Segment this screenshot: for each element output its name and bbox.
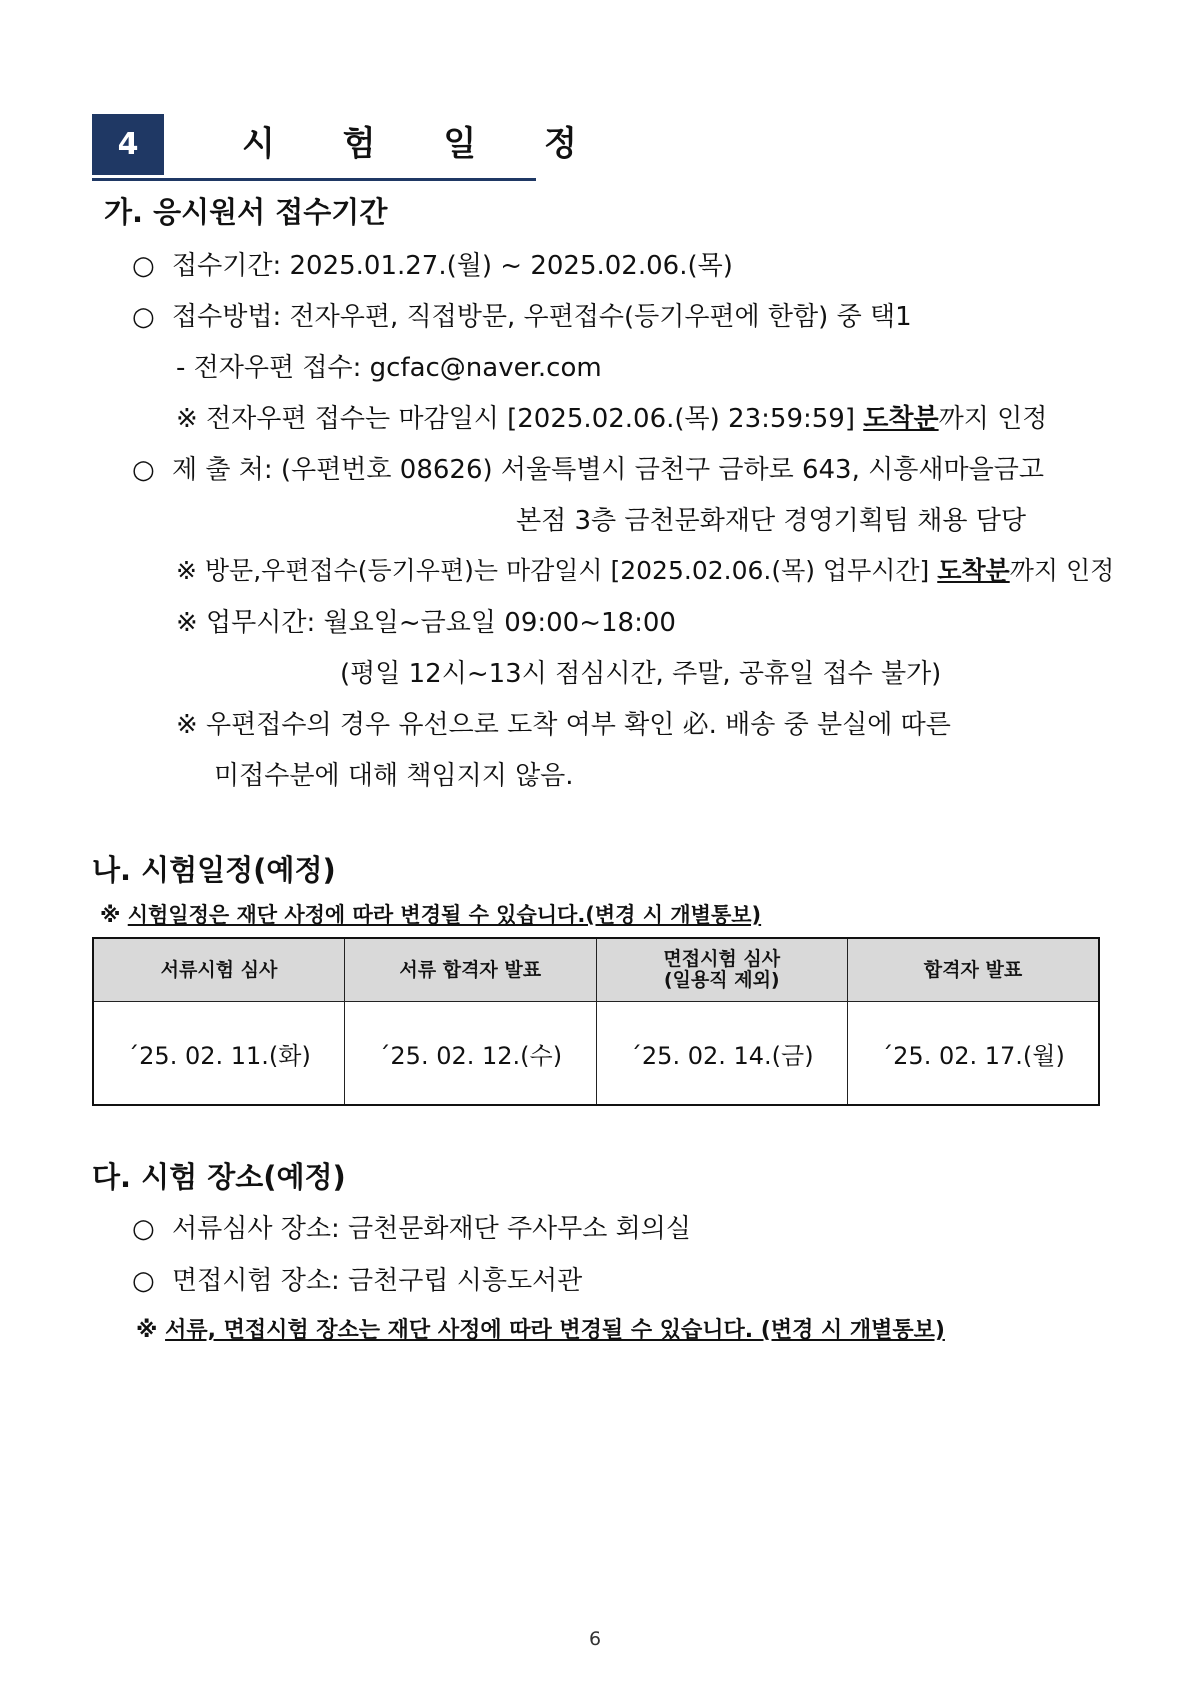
mail-note-line-2: 미접수분에 대해 책임지지 않음.	[214, 761, 574, 791]
table-row	[93, 1002, 1099, 1106]
submit-to-line-2: 본점 3층 금천문화재단 경영기획팀 채용 담당	[516, 506, 1026, 536]
table-cell: ´25. 02. 14.(금)	[596, 1002, 848, 1106]
section-header	[92, 114, 605, 181]
table-header-cell: 합격자 발표	[848, 938, 1100, 1002]
location-note: ※ 서류, 면접시험 장소는 재단 사정에 따라 변경될 수 있습니다. (변경 시 개별통보)	[136, 1318, 945, 1343]
mail-note-line: ※ 우편접수의 경우 유선으로 도착 여부 확인 必. 배송 중 분실에 따른	[176, 710, 951, 740]
interview-place-line: ○ 면접시험 장소: 금천구립 시흥도서관	[132, 1266, 583, 1296]
doc-place-line: ○ 서류심사 장소: 금천문화재단 주사무소 회의실	[132, 1214, 692, 1244]
method-line: ○ 접수방법: 전자우편, 직접방문, 우편접수(등기우편에 한함) 중 택1	[132, 302, 912, 332]
circle-bullet-icon: ○	[132, 1266, 155, 1296]
table-header-cell: 서류 합격자 발표	[345, 938, 597, 1002]
circle-bullet-icon: ○	[132, 251, 155, 281]
office-hours-line: ※ 업무시간: 월요일~금요일 09:00~18:00	[176, 608, 676, 638]
office-hours-line-2: (평일 12시~13시 점심시간, 주말, 공휴일 접수 불가)	[340, 659, 942, 689]
submit-to-line: ○ 제 출 처: (우편번호 08626) 서울특별시 금천구 금하로 643, 시흥새마을금고	[132, 455, 1044, 485]
section-title: 시 험 일 정	[242, 124, 605, 164]
page-number: 6	[588, 1628, 602, 1650]
table-cell: ´25. 02. 17.(월)	[848, 1002, 1100, 1106]
email-deadline-note: ※ 전자우편 접수는 마감일시 [2025.02.06.(목) 23:59:59] 도착분까지 인정	[176, 404, 1048, 434]
heading-exam-location: 다. 시험 장소(예정)	[92, 1160, 346, 1194]
visit-deadline-note: ※ 방문,우편접수(등기우편)는 마감일시 [2025.02.06.(목) 업무시간] 도착분까지 인정	[176, 556, 1115, 585]
heading-application-period: 가. 응시원서 접수기간	[104, 195, 388, 229]
period-line: ○ 접수기간: 2025.01.27.(월) ~ 2025.02.06.(목)	[132, 251, 733, 281]
table-header-row	[93, 938, 1099, 1002]
table-cell: ´25. 02. 12.(수)	[345, 1002, 597, 1106]
table-header-cell: 서류시험 심사	[93, 938, 345, 1002]
circle-bullet-icon: ○	[132, 455, 155, 485]
schedule-note: ※ 시험일정은 재단 사정에 따라 변경될 수 있습니다.(변경 시 개별통보)	[100, 903, 762, 927]
section-number: 4	[92, 114, 164, 175]
email-line: - 전자우편 접수: gcfac@naver.com	[176, 353, 602, 383]
heading-exam-schedule: 나. 시험일정(예정)	[92, 853, 336, 887]
circle-bullet-icon: ○	[132, 1214, 155, 1244]
table-cell: ´25. 02. 11.(화)	[93, 1002, 345, 1106]
exam-schedule-table	[92, 937, 1100, 1106]
table-header-cell: 면접시험 심사 (일용직 제외)	[596, 938, 848, 1002]
circle-bullet-icon: ○	[132, 302, 155, 332]
